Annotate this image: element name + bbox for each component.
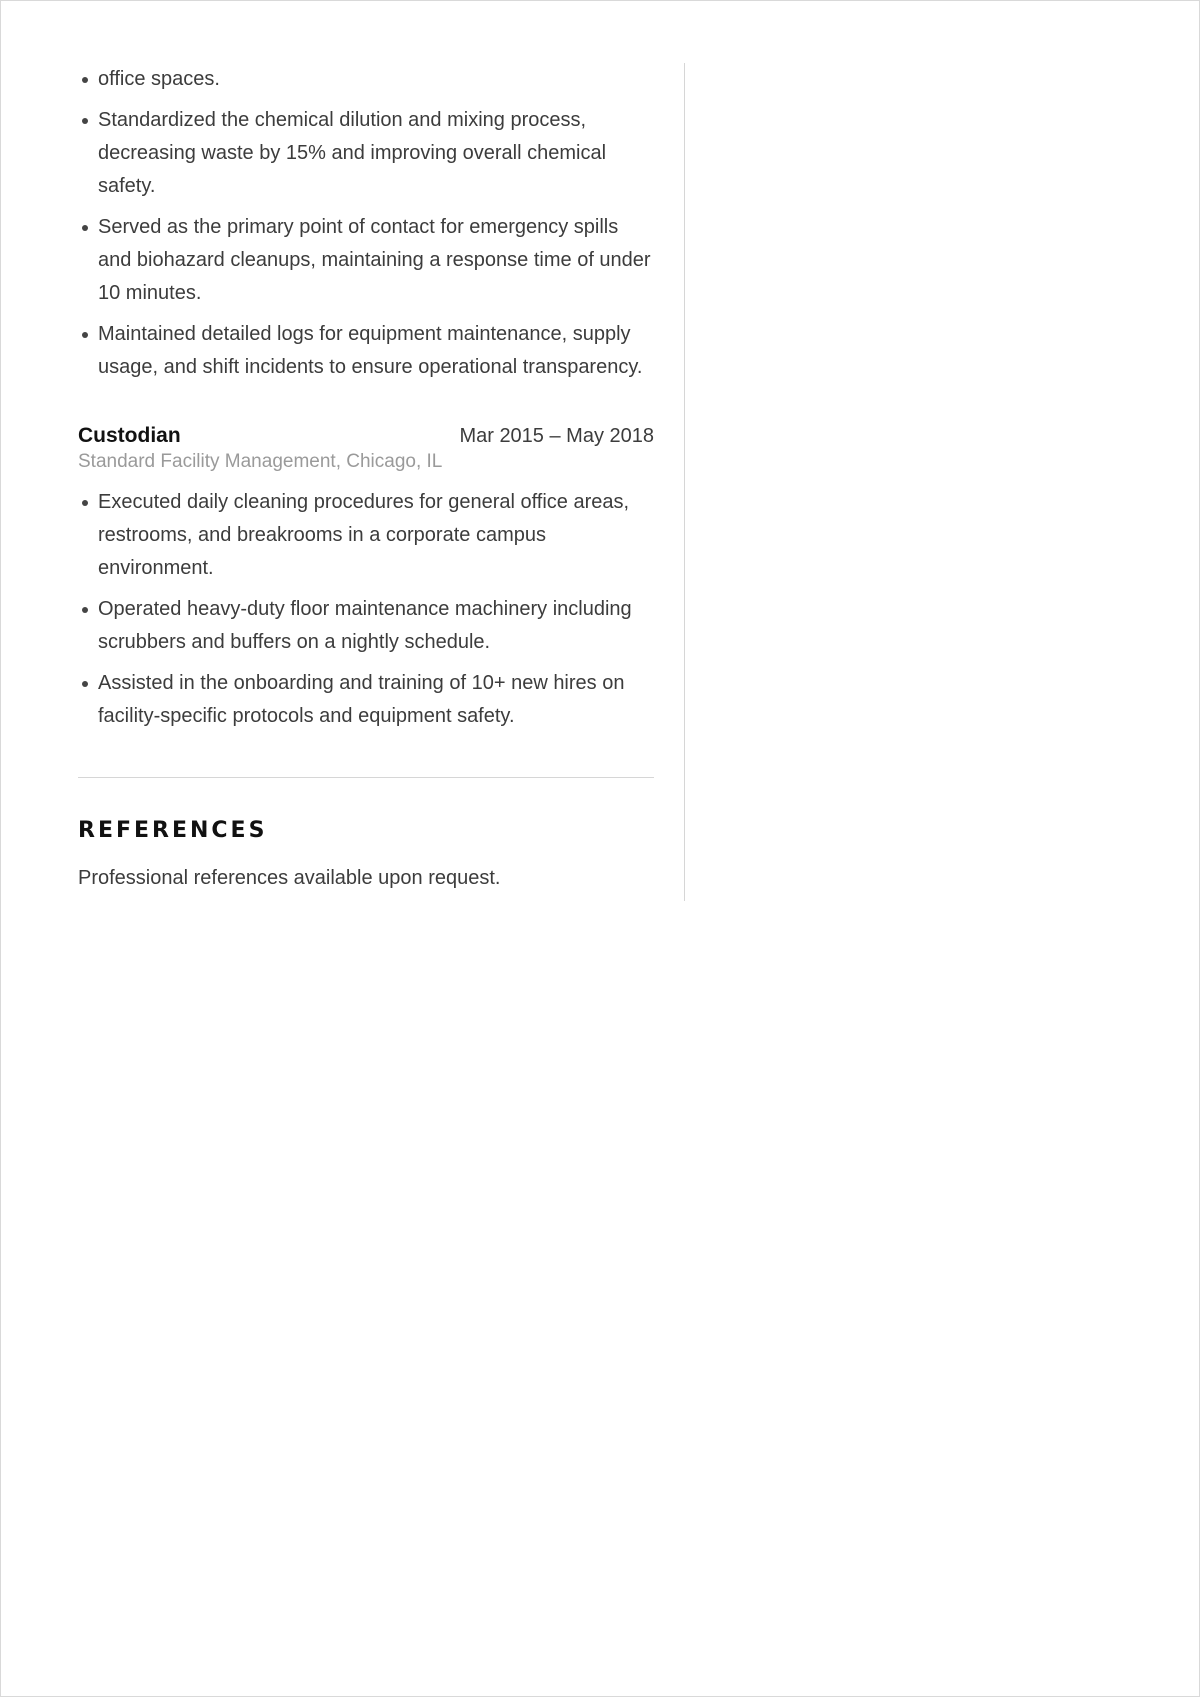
list-item: Assisted in the onboarding and training of 10+ new hires on facility-specific protocols and equipment safety. [98, 667, 654, 733]
section-divider [78, 777, 654, 778]
job-entry-custodian [78, 424, 654, 733]
list-item: office spaces. [98, 63, 654, 96]
previous-job-bullets [78, 63, 654, 384]
list-item: Operated heavy-duty floor maintenance machinery including scrubbers and buffers on a nightly schedule. [98, 593, 654, 659]
list-item: Standardized the chemical dilution and mixing process, decreasing waste by 15% and improving overall chemical safety. [98, 104, 654, 203]
column-divider [684, 63, 685, 901]
references-section [78, 818, 654, 893]
list-item: Maintained detailed logs for equipment maintenance, supply usage, and shift incidents to ensure operational transparency. [98, 318, 654, 384]
job-title: Custodian [78, 424, 181, 447]
job-company: Standard Facility Management, Chicago, IL [78, 451, 443, 472]
job-header [78, 424, 654, 450]
references-text: Professional references available upon request. [78, 867, 501, 889]
list-item: Executed daily cleaning procedures for general office areas, restrooms, and breakrooms in a corporate campus environment. [98, 486, 654, 585]
references-heading: REFERENCES [78, 818, 268, 843]
job-dates: Mar 2015 – May 2018 [459, 425, 654, 447]
main-column [78, 63, 654, 893]
list-item: Served as the primary point of contact for emergency spills and biohazard cleanups, maintaining a response time of under 10 minutes. [98, 211, 654, 310]
custodian-job-bullets [78, 486, 654, 733]
